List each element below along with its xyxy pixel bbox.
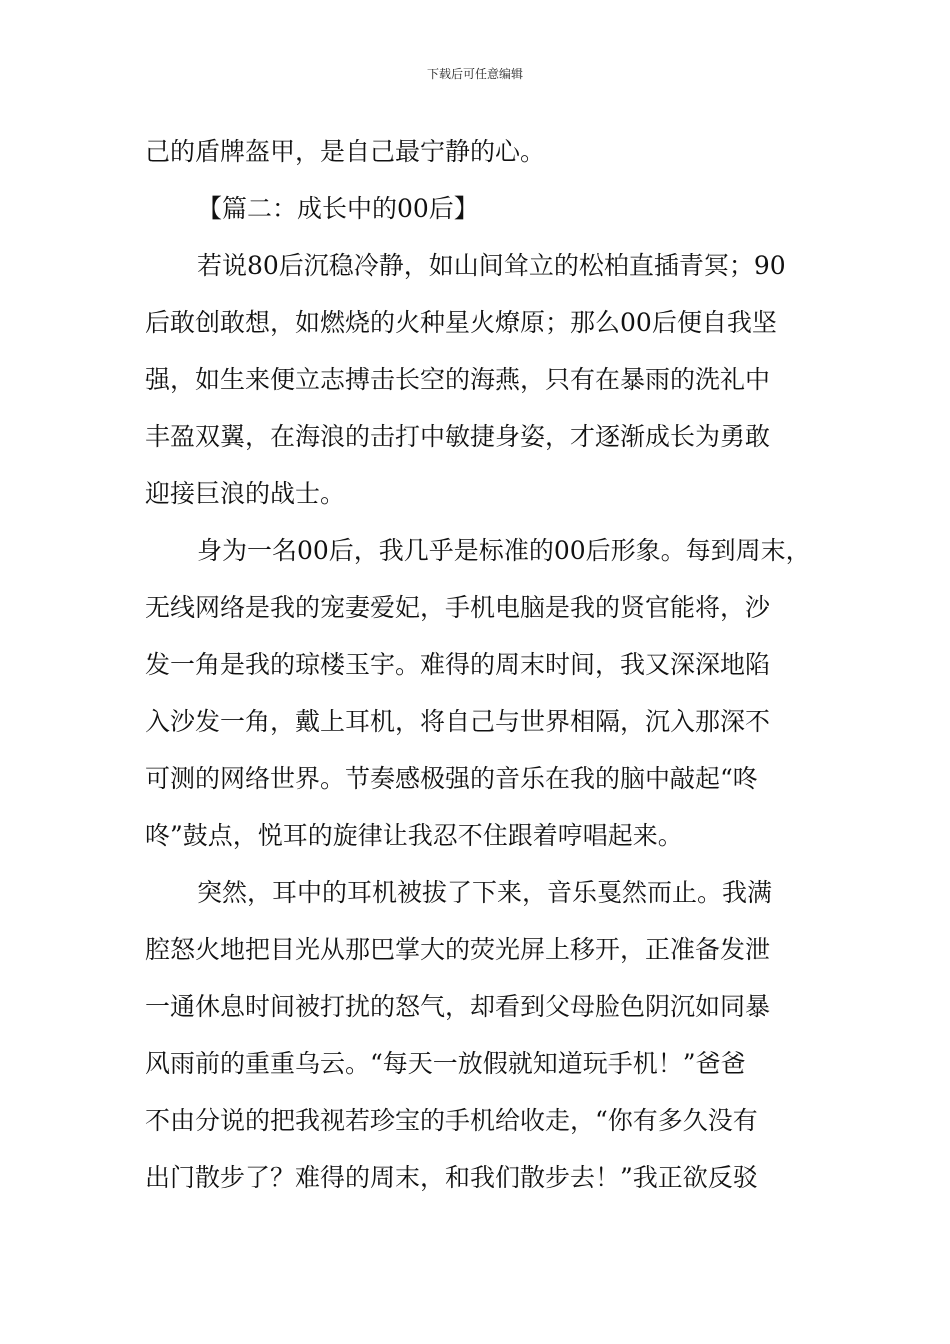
text-line: 迎接巨浪的战士。 xyxy=(145,479,346,508)
text-line: 强，如生来便立志搏击长空的海燕，只有在暴雨的洗礼中 xyxy=(145,365,771,394)
text-line: 入沙发一角，戴上耳机，将自己与世界相隔，沉入那深不 xyxy=(145,707,771,736)
text-line: 风雨前的重重乌云。“每天一放假就知道玩手机！”爸爸 xyxy=(145,1049,746,1078)
text-line: 己的盾牌盔甲，是自己最宁静的心。 xyxy=(145,137,546,166)
text-line: 腔怒火地把目光从那巴掌大的荧光屏上移开，正准备发泄 xyxy=(145,935,771,964)
text-line: 发一角是我的琼楼玉宇。难得的周末时间，我又深深地陷 xyxy=(145,650,771,679)
page-header-note: 下载后可任意编辑 xyxy=(426,67,523,81)
document-body xyxy=(145,130,815,1213)
text-line: 可测的网络世界。节奏感极强的音乐在我的脑中敲起“咚 xyxy=(145,764,758,793)
text-line: 一通休息时间被打扰的怒气，却看到父母脸色阴沉如同暴 xyxy=(145,992,771,1021)
text-line: 出门散步了？难得的周末，和我们散步去！”我正欲反驳 xyxy=(145,1163,758,1192)
section-heading: 【篇二：成长中的00后】 xyxy=(197,194,479,223)
text-line: 身为一名00后，我几乎是标准的00后形象。每到周末， xyxy=(197,536,811,565)
text-line: 丰盈双翼，在海浪的击打中敏捷身姿，才逐渐成长为勇敢 xyxy=(145,422,771,451)
text-line: 若说80后沉稳冷静，如山间耸立的松柏直插青冥；90 xyxy=(197,251,786,280)
text-line: 后敢创敢想，如燃烧的火种星火燎原；那么00后便自我坚 xyxy=(145,308,777,337)
text-line: 突然，耳中的耳机被拔了下来，音乐戛然而止。我满 xyxy=(197,878,773,907)
text-line: 不由分说的把我视若珍宝的手机给收走，“你有多久没有 xyxy=(145,1106,758,1135)
text-line: 无线网络是我的宠妻爱妃，手机电脑是我的贤官能将，沙 xyxy=(145,593,771,622)
text-line: 咚”鼓点，悦耳的旋律让我忍不住跟着哼唱起来。 xyxy=(145,821,683,850)
